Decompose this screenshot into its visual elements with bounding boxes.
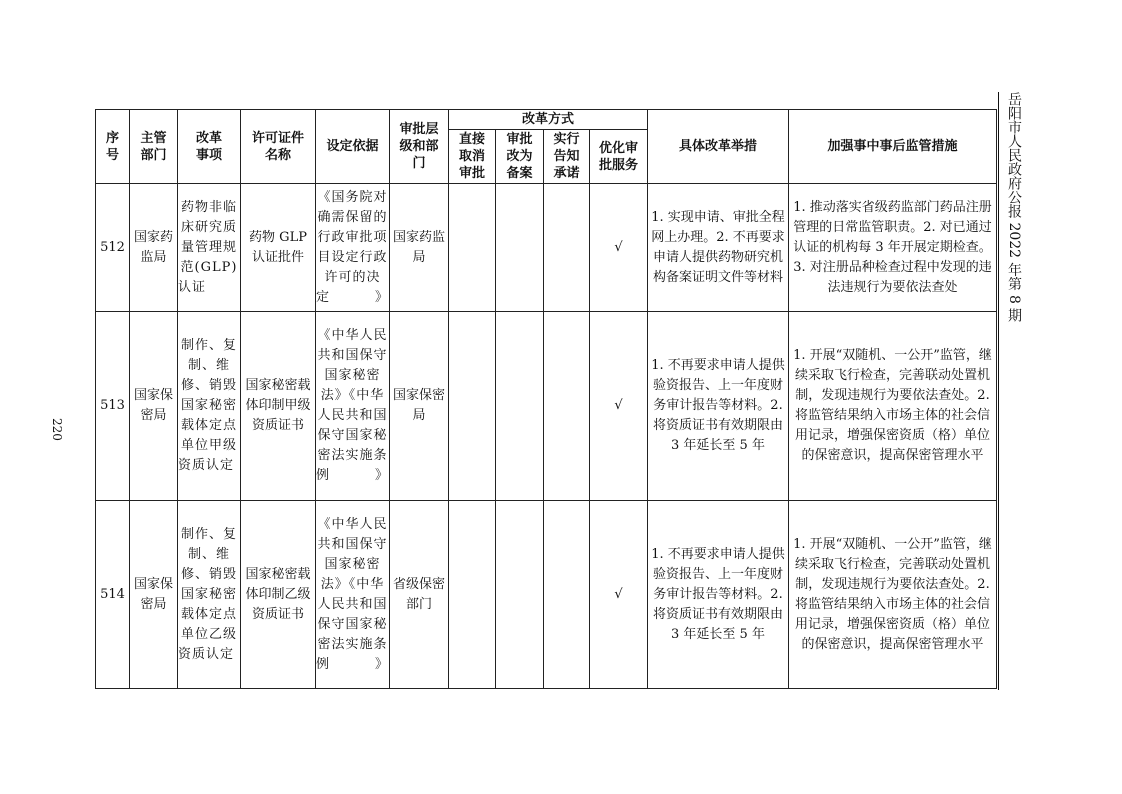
cell-basis: 《国务院对确需保留的行政审批项目设定行政许可的决定》 [316,184,390,312]
header-level: 审批层级和部门 [390,110,449,184]
cell-method-filing [496,184,544,312]
cell-measures: 1. 不再要求申请人提供验资报告、上一年度财务审计报告等材料。2. 将资质证书有效期限由 3 年延长至 5 年 [648,501,789,689]
cell-method-filing [496,312,544,501]
cell-measures: 1. 不再要求申请人提供验资报告、上一年度财务审计报告等材料。2. 将资质证书有效期限由 3 年延长至 5 年 [648,312,789,501]
header-measures: 具体改革举措 [648,110,789,184]
table-row [96,184,997,312]
cell-level: 国家保密局 [390,312,449,501]
cell-supervision: 1. 开展“双随机、一公开”监管，继续采取飞行检查，完善联动处置机制，发现违规行为要依法查处。2. 将监管结果纳入市场主体的社会信用记录，增强保密资质（格）单位的保密意识，提高保密管理水平 [789,312,997,501]
cell-method-commitment [544,312,590,501]
cell-measures: 1. 实现申请、审批全程网上办理。2. 不再要求申请人提供药物研究机构备案证明文件等材料 [648,184,789,312]
cell-license: 药物 GLP 认证批件 [241,184,316,312]
cell-license: 国家秘密载体印制乙级资质证书 [241,501,316,689]
table-row [96,501,997,689]
cell-level: 国家药监局 [390,184,449,312]
cell-method-commitment [544,501,590,689]
reform-table [95,109,997,689]
header-rule [998,92,999,690]
cell-supervision: 1. 推动落实省级药监部门药品注册管理的日常监管职责。2. 对已通过认证的机构每 3 年开展定期检查。3. 对注册品种检查过程中发现的违法违规行为要依法查处 [789,184,997,312]
header-basis: 设定依据 [316,110,390,184]
header-reform-method: 改革方式 [449,110,648,130]
cell-supervision: 1. 开展“双随机、一公开”监管，继续采取飞行检查，完善联动处置机制，发现违规行为要依法查处。2. 将监管结果纳入市场主体的社会信用记录，增强保密资质（格）单位的保密意识，提高保密管理水平 [789,501,997,689]
cell-dept: 国家保密局 [130,501,178,689]
cell-dept: 国家药监局 [130,184,178,312]
cell-basis: 《中华人民共和国保守国家秘密法》《中华人民共和国保守国家秘密法实施条例》 [316,312,390,501]
header-method-optimize: 优化审批服务 [590,130,648,184]
cell-method-filing [496,501,544,689]
header-method-cancel: 直接取消审批 [449,130,496,184]
header-dept: 主管部门 [130,110,178,184]
cell-method-commitment [544,184,590,312]
cell-seq: 513 [96,312,130,501]
cell-seq: 512 [96,184,130,312]
cell-method-cancel [449,501,496,689]
cell-seq: 514 [96,501,130,689]
cell-method-optimize: √ [590,501,648,689]
header-method-filing: 审批改为备案 [496,130,544,184]
cell-method-cancel [449,312,496,501]
cell-item: 制作、复制、维修、销毁国家秘密载体定点单位甲级资质认定 [178,312,241,501]
header-supervision: 加强事中事后监管措施 [789,110,997,184]
running-header: 岳阳市人民政府公报 2022 年第 8 期 [1006,92,1022,323]
page-number: 220 [50,418,64,441]
table-row [96,312,997,501]
header-seq: 序号 [96,110,130,184]
cell-item: 药物非临床研究质量管理规范(GLP)认证 [178,184,241,312]
cell-license: 国家秘密载体印制甲级资质证书 [241,312,316,501]
cell-dept: 国家保密局 [130,312,178,501]
header-method-commitment: 实行告知承诺 [544,130,590,184]
cell-basis: 《中华人民共和国保守国家秘密法》《中华人民共和国保守国家秘密法实施条例》 [316,501,390,689]
header-license: 许可证件名称 [241,110,316,184]
cell-method-optimize: √ [590,184,648,312]
header-item: 改革事项 [178,110,241,184]
cell-method-cancel [449,184,496,312]
cell-item: 制作、复制、维修、销毁国家秘密载体定点单位乙级资质认定 [178,501,241,689]
cell-method-optimize: √ [590,312,648,501]
cell-level: 省级保密部门 [390,501,449,689]
